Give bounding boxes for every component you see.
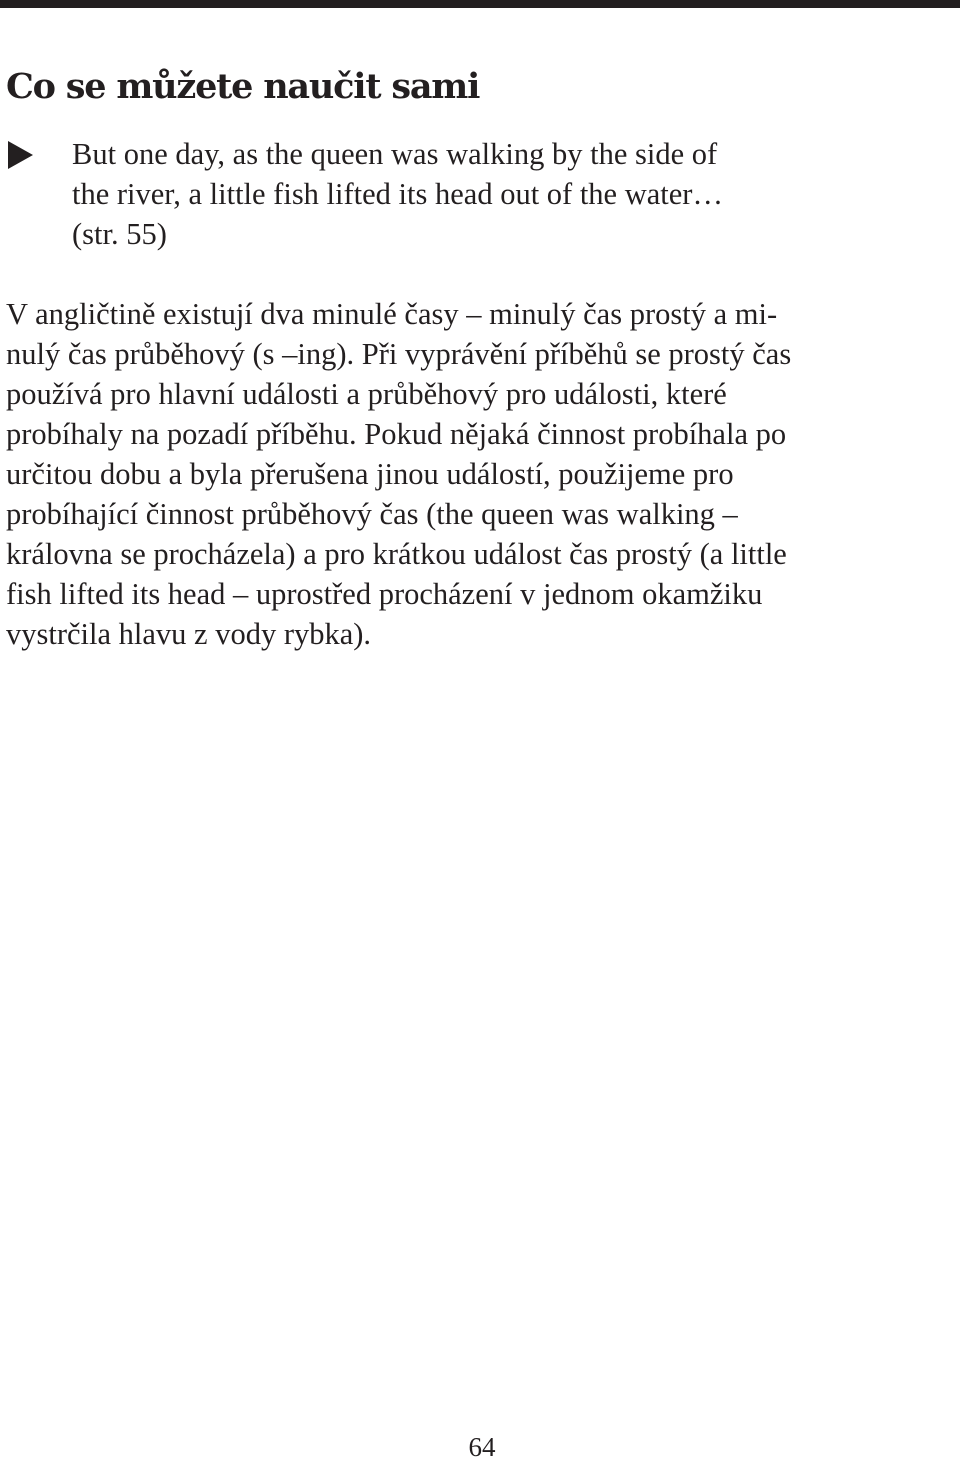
- example-text: [72, 134, 723, 254]
- paragraph-line: vystrčila hlavu z vody rybka).: [6, 617, 372, 651]
- paragraph-line: probíhající činnost průběhový čas (the queen was walking –: [6, 497, 738, 531]
- paragraph-line: královna se procházela) a pro krátkou událost čas prostý (a little: [6, 537, 787, 571]
- paragraph-line: určitou dobu a byla přerušena jinou událostí, použijeme pro: [6, 457, 734, 491]
- example-line: (str. 55): [72, 217, 167, 251]
- explanation-paragraph: [6, 294, 791, 654]
- paragraph-line: probíhaly na pozadí příběhu. Pokud nějaká činnost probíhala po: [6, 417, 787, 451]
- top-rule: [0, 0, 960, 8]
- section-heading: Co se můžete naučit sami: [6, 66, 480, 107]
- example-line: But one day, as the queen was walking by the side of: [72, 137, 718, 171]
- paragraph-line: používá pro hlavní události a průběhový pro události, které: [6, 377, 727, 411]
- paragraph-line: nulý čas průběhový (s –ing). Při vyprávění příběhů se prostý čas: [6, 337, 792, 371]
- paragraph-line: V angličtině existují dva minulé časy – minulý čas prostý a mi-: [6, 297, 778, 331]
- right-triangle-bullet-icon: [6, 137, 36, 173]
- paragraph-line: fish lifted its head – uprostřed procházení v jednom okamžiku: [6, 577, 763, 611]
- page-number: 64: [468, 1432, 496, 1462]
- example-line: the river, a little fish lifted its head out of the water…: [72, 177, 723, 211]
